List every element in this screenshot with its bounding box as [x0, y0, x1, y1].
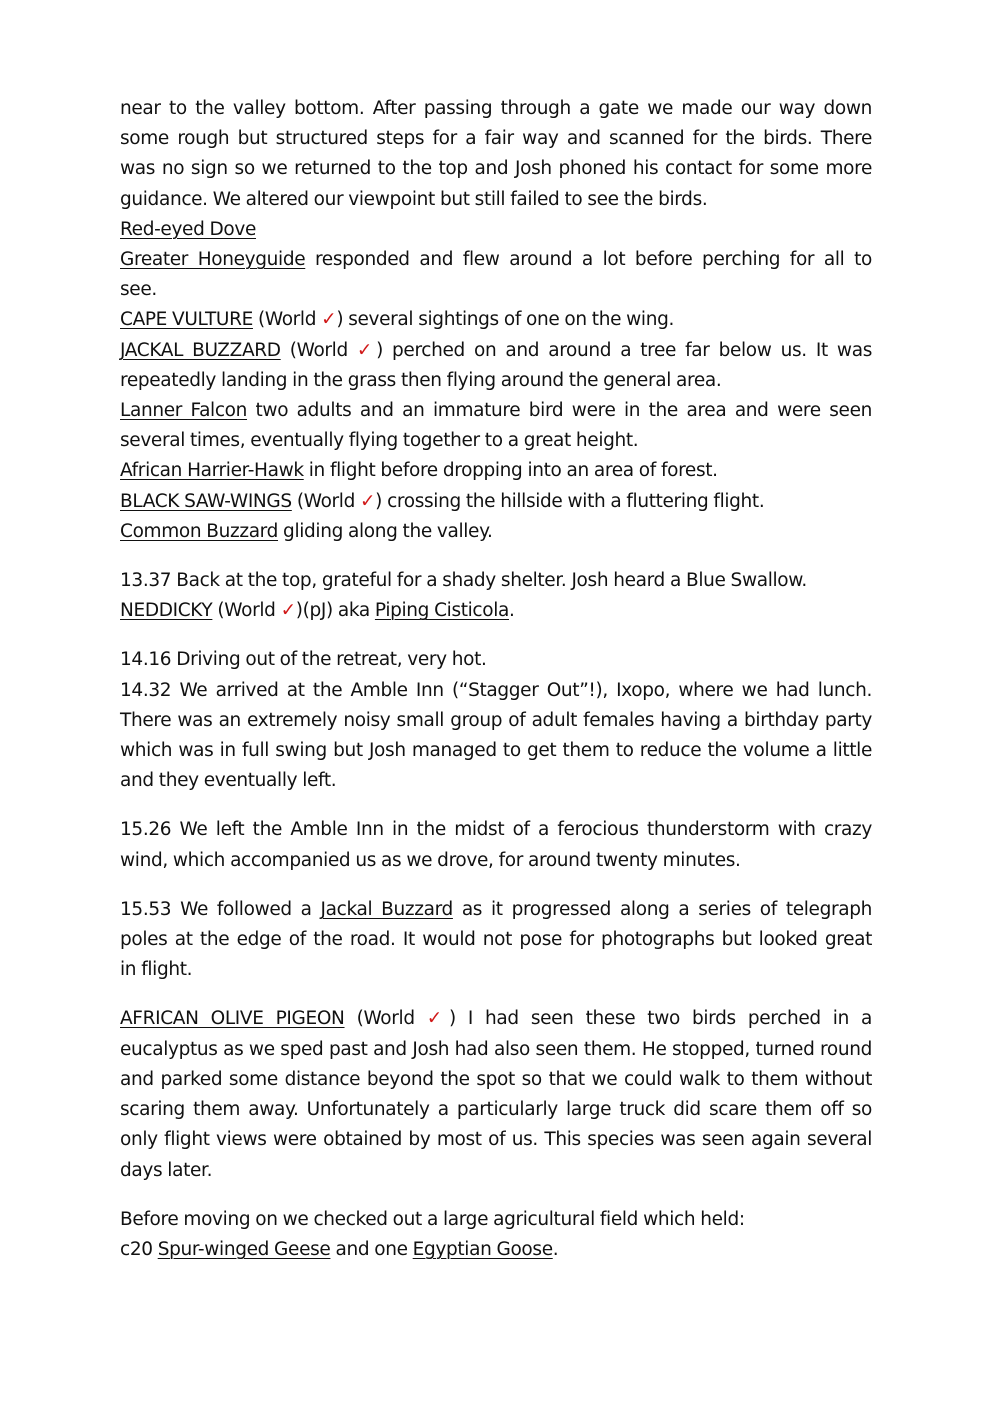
paragraph-line: There was an extremely noisy small group of adult females having a birthday party [120, 709, 872, 731]
paragraph-gap [120, 547, 872, 566]
paragraph-line: and parked some distance beyond the spot so that we could walk to them without [120, 1068, 872, 1090]
world-label: (World [212, 600, 281, 622]
text: 15.53 We followed a [120, 898, 321, 920]
paragraph-line: 14.16 Driving out of the retreat, very hot. [120, 649, 487, 671]
paragraph-line: some rough but structured steps for a fair way and scanned for the birds. There [120, 128, 872, 150]
paragraph-gap [120, 626, 872, 645]
bird-note: ) crossing the hillside with a fluttering flight. [375, 490, 765, 512]
bird-note: )(pJ) aka [295, 600, 375, 622]
bird-name: Lanner Falcon [120, 400, 248, 422]
world-label: (World [344, 1008, 427, 1030]
paragraph-line: poles at the edge of the road. It would not pose for photographs but looked great [120, 929, 872, 951]
world-label: (World [252, 309, 322, 331]
paragraph-line: and they eventually left. [120, 770, 337, 792]
text: and one [330, 1238, 413, 1260]
paragraph-line: was no sign so we returned to the top and Josh phoned his contact for some more [120, 158, 872, 180]
bird-name: Greater Honeyguide [120, 249, 306, 271]
bird-entry-black-saw-wings [120, 487, 872, 517]
paragraph-line: which was in full swing but Josh managed to get them to reduce the volume a little [120, 740, 872, 762]
bird-name: BLACK SAW-WINGS [120, 490, 292, 512]
bird-entry-jackal-buzzard [120, 336, 872, 366]
paragraph-line [120, 1235, 872, 1265]
punctuation: . [552, 1238, 559, 1260]
paragraph-gap [120, 985, 872, 1004]
world-label: (World [291, 490, 361, 512]
paragraph-line: 15.26 We left the Amble Inn in the midst of a ferocious thunderstorm with crazy [120, 819, 872, 841]
tick-icon: ✓ [321, 309, 337, 331]
paragraph-line: Before moving on we checked out a large agricultural field which held: [120, 1208, 745, 1230]
bird-entry-greater-honeyguide [120, 245, 872, 275]
bird-name: Jackal Buzzard [320, 898, 453, 920]
paragraph-line: days later. [120, 1159, 213, 1181]
bird-entry-lanner-falcon [120, 396, 872, 426]
bird-name: African Harrier-Hawk [120, 460, 304, 482]
tick-icon: ✓ [356, 339, 377, 361]
bird-entry-african-olive-pigeon [120, 1004, 872, 1034]
bird-entry-common-buzzard [120, 517, 872, 547]
bird-note-continuation: several times, eventually flying together to a great height. [120, 430, 639, 452]
tick-icon: ✓ [426, 1008, 449, 1030]
bird-name: Red-eyed Dove [120, 218, 257, 240]
paragraph-line: eucalyptus as we sped past and Josh had also seen them. He stopped, turned round [120, 1038, 872, 1060]
bird-entry-cape-vulture [120, 305, 872, 335]
bird-note: in flight before dropping into an area of forest. [303, 460, 718, 482]
bird-note-continuation: see. [120, 279, 157, 301]
paragraph-gap [120, 796, 872, 815]
bird-name: Egyptian Goose [412, 1238, 553, 1260]
paragraph-line: scaring them away. Unfortunately a particularly large truck did scare them off so [120, 1099, 872, 1121]
punctuation: . [509, 600, 515, 622]
bird-name: Piping Cisticola [374, 600, 509, 622]
paragraph-line: guidance. We altered our viewpoint but still failed to see the birds. [120, 188, 708, 210]
paragraph-gap [120, 1186, 872, 1205]
bird-note-continuation: repeatedly landing in the grass then flying around the general area. [120, 369, 722, 391]
bird-name: CAPE VULTURE [120, 309, 253, 331]
text: as it progressed along a series of telegraph [452, 898, 872, 920]
bird-note: ) perched on and around a tree far below us. It was [376, 339, 872, 361]
paragraph-line [120, 895, 872, 925]
paragraph-line: wind, which accompanied us as we drove, for around twenty minutes. [120, 849, 741, 871]
bird-name: NEDDICKY [120, 600, 213, 622]
bird-entry-african-harrier-hawk [120, 456, 872, 486]
paragraph-gap [120, 876, 872, 895]
bird-note: two adults and an immature bird were in the area and were seen [247, 400, 872, 422]
bird-name: AFRICAN OLIVE PIGEON [120, 1008, 345, 1030]
bird-note: gliding along the valley. [278, 520, 493, 542]
bird-note: ) I had seen these two birds perched in a [448, 1008, 872, 1030]
bird-entry-neddicky [120, 596, 872, 626]
paragraph-line: 13.37 Back at the top, grateful for a shady shelter. Josh heard a Blue Swallow. [120, 570, 807, 592]
bird-name: Spur-winged Geese [157, 1238, 331, 1260]
bird-name: Common Buzzard [120, 520, 279, 542]
world-label: (World [280, 339, 357, 361]
bird-note: ) several sightings of one on the wing. [336, 309, 675, 331]
paragraph-line: near to the valley bottom. After passing through a gate we made our way down [120, 98, 872, 119]
bird-entry-red-eyed-dove [120, 215, 872, 245]
paragraph-line: in flight. [120, 959, 193, 981]
paragraph-line: only flight views were obtained by most of us. This species was seen again several [120, 1129, 872, 1151]
bird-note: responded and flew around a lot before perching for all to [305, 249, 872, 271]
text: c20 [120, 1238, 158, 1260]
tick-icon: ✓ [360, 490, 376, 512]
document-page [120, 94, 872, 1265]
paragraph-line: 14.32 We arrived at the Amble Inn (“Stagger Out”!), Ixopo, where we had lunch. [120, 679, 872, 701]
bird-name: JACKAL BUZZARD [120, 339, 281, 361]
tick-icon: ✓ [280, 600, 296, 622]
